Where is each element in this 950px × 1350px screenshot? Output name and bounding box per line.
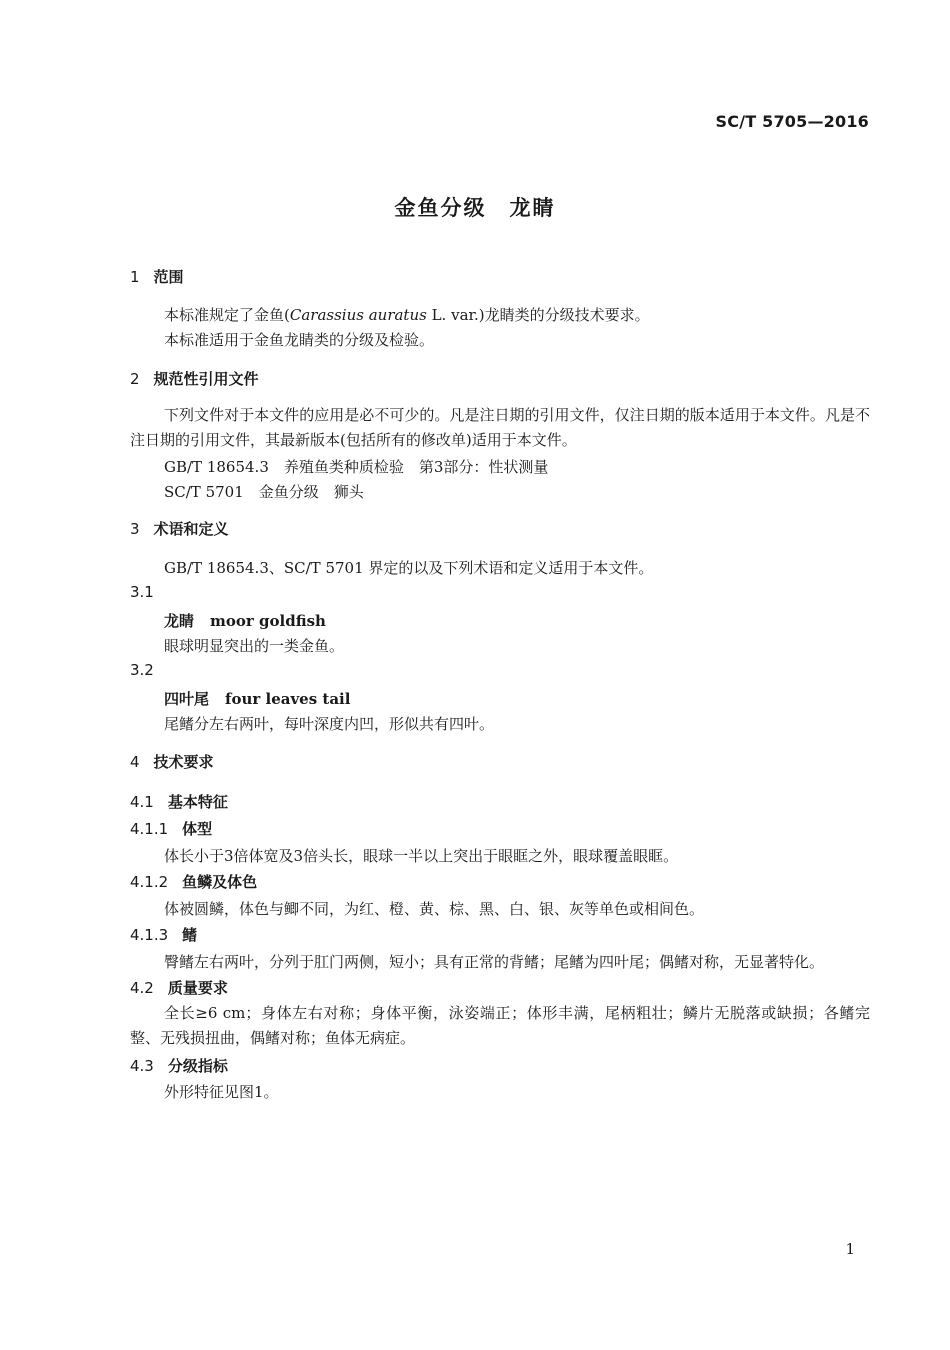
term-number-3-1 — [130, 583, 168, 601]
section-heading-2 — [130, 368, 259, 389]
section-number: 2 — [130, 370, 140, 388]
section-title: 基本特征 — [167, 793, 228, 811]
section-number: 3.2 — [130, 661, 154, 679]
section-heading-4 — [130, 751, 214, 772]
paragraph-4-3: 外形特征见图1。 — [164, 1083, 279, 1101]
term-zh: 龙睛 — [164, 612, 195, 630]
section-title: 质量要求 — [167, 979, 228, 997]
subsection-heading-4-2 — [130, 977, 228, 998]
text-run: 本标准规定了金鱼( — [164, 306, 290, 324]
term-number-3-2 — [130, 661, 168, 679]
section-number: 4.1.3 — [130, 926, 169, 944]
subsection-heading-4-1-1 — [130, 818, 212, 839]
term-en: four leaves tail — [225, 690, 351, 708]
section-title: 规范性引用文件 — [153, 370, 259, 388]
page-number: 1 — [845, 1240, 855, 1258]
standard-code: SC/T 5705—2016 — [715, 112, 869, 131]
text-run: L. var.)龙睛类的分级技术要求。 — [426, 306, 650, 324]
section-number: 4.1.1 — [130, 820, 169, 838]
term-entry-2 — [164, 688, 350, 709]
section-number: 4.3 — [130, 1057, 154, 1075]
section-title: 鳍 — [182, 926, 198, 944]
section-title: 范围 — [153, 268, 184, 286]
section-title: 术语和定义 — [153, 520, 229, 538]
section-number: 4.2 — [130, 979, 154, 997]
paragraph-4-2: 全长≥6 cm；身体左右对称；身体平衡，泳姿端正；体形丰满，尾柄粗壮；鳞片无脱落或缺损；各鳍完整、无残损扭曲，偶鳍对称；鱼体无病症。 — [130, 1004, 870, 1047]
document-title: 金鱼分级 龙睛 — [394, 196, 556, 220]
section-title: 体型 — [182, 820, 213, 838]
section-heading-3 — [130, 518, 229, 539]
subsection-heading-4-1-3 — [130, 924, 197, 945]
section-title: 技术要求 — [153, 753, 214, 771]
section-title: 分级指标 — [167, 1057, 228, 1075]
section-number: 4.1 — [130, 793, 154, 811]
subsection-heading-4-1-2 — [130, 871, 257, 892]
section-title: 鱼鳞及体色 — [182, 873, 258, 891]
subsection-heading-4-1 — [130, 791, 228, 812]
section-number: 4 — [130, 753, 140, 771]
paragraph-4-1-3: 臀鳍左右两叶，分列于肛门两侧，短小；具有正常的背鳍；尾鳍为四叶尾；偶鳍对称，无显著特化。 — [164, 953, 825, 971]
term-definition-1: 眼球明显突出的一类金鱼。 — [164, 637, 345, 655]
section-number: 3 — [130, 520, 140, 538]
paragraph-normative-refs: 下列文件对于本文件的应用是必不可少的。凡是注日期的引用文件，仅注日期的版本适用于本文件。凡是不注日期的引用文件，其最新版本(包括所有的修改单)适用于本文件。 — [130, 406, 870, 449]
section-heading-1 — [130, 266, 184, 287]
section-number: 3.1 — [130, 583, 154, 601]
term-en: moor goldfish — [210, 612, 326, 630]
term-entry-1 — [164, 610, 326, 631]
section-number: 1 — [130, 268, 140, 286]
term-zh: 四叶尾 — [164, 690, 210, 708]
reference-item-1: GB/T 18654.3 养殖鱼类种质检验 第3部分：性状测量 — [164, 458, 549, 476]
paragraph-scope-1 — [164, 304, 650, 325]
subsection-heading-4-3 — [130, 1055, 228, 1076]
term-definition-2: 尾鳍分左右两叶，每叶深度内凹，形似共有四叶。 — [164, 715, 495, 733]
paragraph-scope-2: 本标准适用于金鱼龙睛类的分级及检验。 — [164, 331, 435, 349]
reference-item-2: SC/T 5701 金鱼分级 狮头 — [164, 483, 364, 501]
paragraph-4-1-1: 体长小于3倍体宽及3倍头长，眼球一半以上突出于眼眶之外，眼球覆盖眼眶。 — [164, 847, 679, 865]
latin-name: Carassius auratus — [289, 306, 427, 324]
paragraph-4-1-2: 体被圆鳞，体色与鲫不同，为红、橙、黄、棕、黑、白、银、灰等单色或相间色。 — [164, 900, 705, 918]
section-number: 4.1.2 — [130, 873, 169, 891]
paragraph-terms-intro: GB/T 18654.3、SC/T 5701 界定的以及下列术语和定义适用于本文件。 — [164, 559, 654, 577]
